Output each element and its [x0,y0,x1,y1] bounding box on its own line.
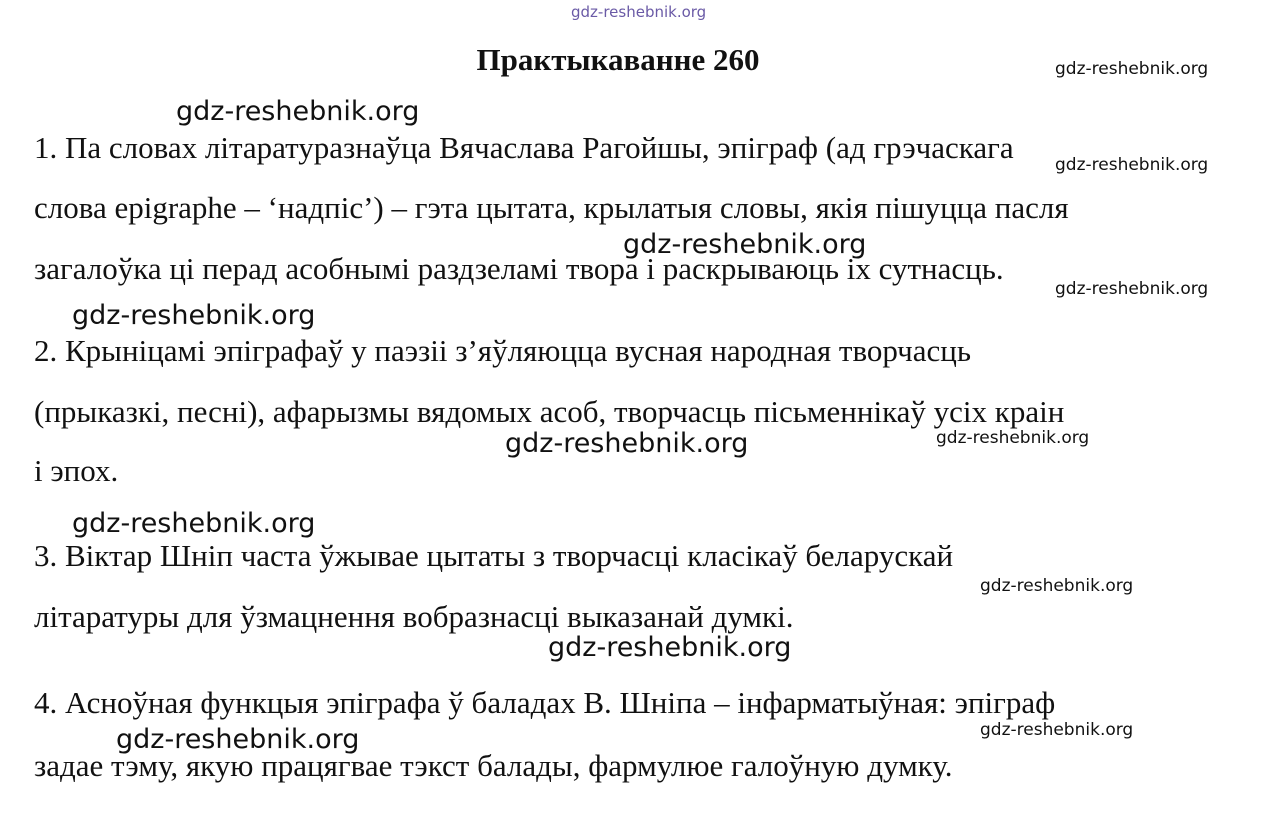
watermark-small: gdz-reshebnik.org [980,720,1134,740]
watermark-small: gdz-reshebnik.org [1055,155,1209,175]
paragraph-2-line-1: 2. Крыніцамі эпіграфаў у паэзіі з’яўляюцца вусная народная творчасць [34,333,971,368]
paragraph-4-line-1: 4. Асноўная функцыя эпіграфа ў баладах В. Шніпа – інфарматыўная: эпіграф [34,685,1056,720]
watermark-small: gdz-reshebnik.org [936,428,1090,448]
paragraph-2-line-3: і эпох. [34,453,119,488]
watermark-top: gdz-reshebnik.org [571,3,707,21]
paragraph-1-line-1: 1. Па словах літаратуразнаўца Вячаслава Рагойшы, эпіграф (ад грэчаскага [34,130,1014,165]
watermark-large: gdz-reshebnik.org [505,428,749,459]
watermark-large: gdz-reshebnik.org [176,96,420,127]
paragraph-2-line-2: (прыказкі, песні), афарызмы вядомых асоб, творчасць пісьменнікаў усіх краін [34,394,1065,429]
watermark-small: gdz-reshebnik.org [1055,279,1209,299]
watermark-large: gdz-reshebnik.org [623,229,867,260]
watermark-large: gdz-reshebnik.org [548,632,792,663]
watermark-large: gdz-reshebnik.org [116,724,360,755]
watermark-large: gdz-reshebnik.org [72,300,316,331]
paragraph-1-line-3: загалоўка ці перад асобнымі раздзеламі твора і раскрываюць іх сутнасць. [34,251,1004,286]
paragraph-3-line-1: 3. Віктар Шніп часта ўжывае цытаты з творчасці класікаў беларускай [34,538,954,573]
page-title: Практыкаванне 260 [476,42,760,77]
watermark-large: gdz-reshebnik.org [72,508,316,539]
watermark-small: gdz-reshebnik.org [1055,59,1209,79]
paragraph-1-line-2: слова epigraphe – ‘надпіс’) – гэта цытата, крылатыя словы, якія пішуцца пасля [34,190,1069,225]
watermark-small: gdz-reshebnik.org [980,576,1134,596]
paragraph-3-line-2: літаратуры для ўзмацнення вобразнасці выказанай думкі. [34,599,794,634]
paragraph-4-line-2: задае тэму, якую працягвае тэкст балады, фармулюе галоўную думку. [34,748,953,783]
